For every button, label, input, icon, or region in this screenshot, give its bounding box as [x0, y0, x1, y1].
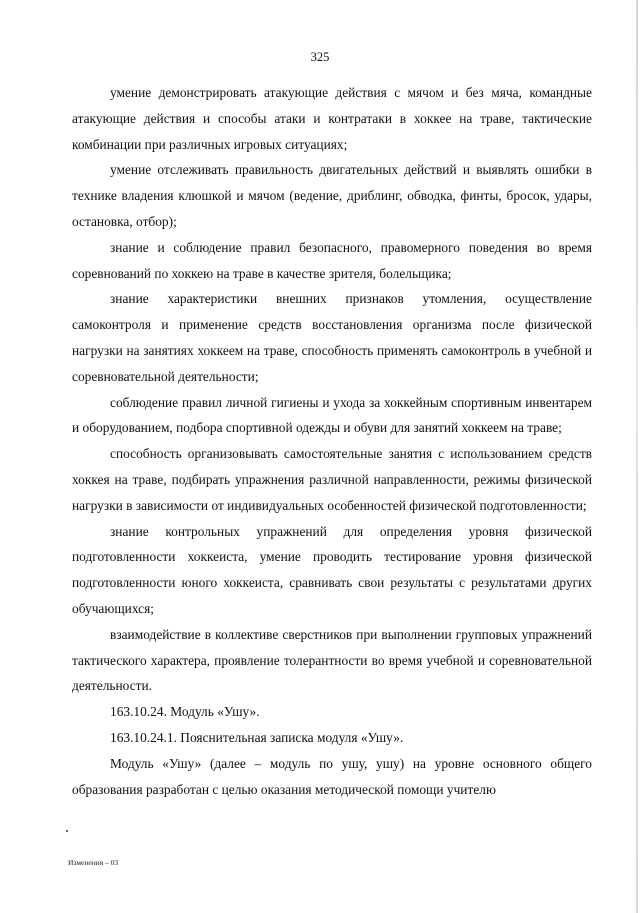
scan-mark: [66, 830, 68, 832]
scan-edge: [636, 0, 638, 913]
paragraph-7: знание контрольных упражнений для определения уровня физической подготовленности хоккеиста, умение проводить тестирование уровня физической подготовленности юного хоккеиста, сравнивать свои результаты с результатами других обучающихся;: [72, 523, 592, 616]
section-heading-note: 163.10.24.1. Пояснительная записка модуля «Ушу».: [110, 729, 404, 745]
body-text: [72, 80, 592, 802]
paragraph-6: способность организовывать самостоятельные занятия с использованием средств хоккея на траве, подбирать упражнения различной направленности, режимы физической нагрузки в зависимости от индивидуальных особенностей физической подготовленности;: [72, 446, 592, 513]
page-number: 325: [310, 50, 330, 64]
paragraph-1: умение демонстрировать атакующие действия с мячом и без мяча, командные атакующие действия и способы атаки и контратаки в хоккее на траве, тактические комбинации при различных игровых ситуациях;: [72, 85, 592, 152]
paragraph-3: знание и соблюдение правил безопасного, правомерного поведения во время соревнований по хоккею на траве в качестве зрителя, болельщика;: [72, 239, 592, 281]
paragraph-4: знание характеристики внешних признаков утомления, осуществление самоконтроля и применение средств восстановления организма после физической нагрузки на занятиях хоккеем на траве, способность применять самоконтроль в учебной и соревновательной деятельности;: [72, 291, 592, 384]
footer-note: Изменения – 03: [68, 858, 119, 867]
paragraph-5: соблюдение правил личной гигиены и ухода за хоккейным спортивным инвентарем и оборудованием, подбора спортивной одежды и обуви для занятий хоккеем на траве;: [72, 394, 592, 436]
paragraph-2: умение отслеживать правильность двигательных действий и выявлять ошибки в технике владения клюшкой и мячом (ведение, дриблинг, обводка, финты, бросок, удары, остановка, отбор);: [72, 162, 592, 229]
paragraph-8: взаимодействие в коллективе сверстников при выполнении групповых упражнений тактического характера, проявление толерантности во время учебной и соревновательной деятельности.: [72, 626, 592, 694]
paragraph-module-intro: Модуль «Ушу» (далее – модуль по ушу, ушу) на уровне основного общего образования разработан с целью оказания методической помощи учителю: [72, 755, 592, 797]
section-heading-module: 163.10.24. Модуль «Ушу».: [110, 704, 260, 720]
